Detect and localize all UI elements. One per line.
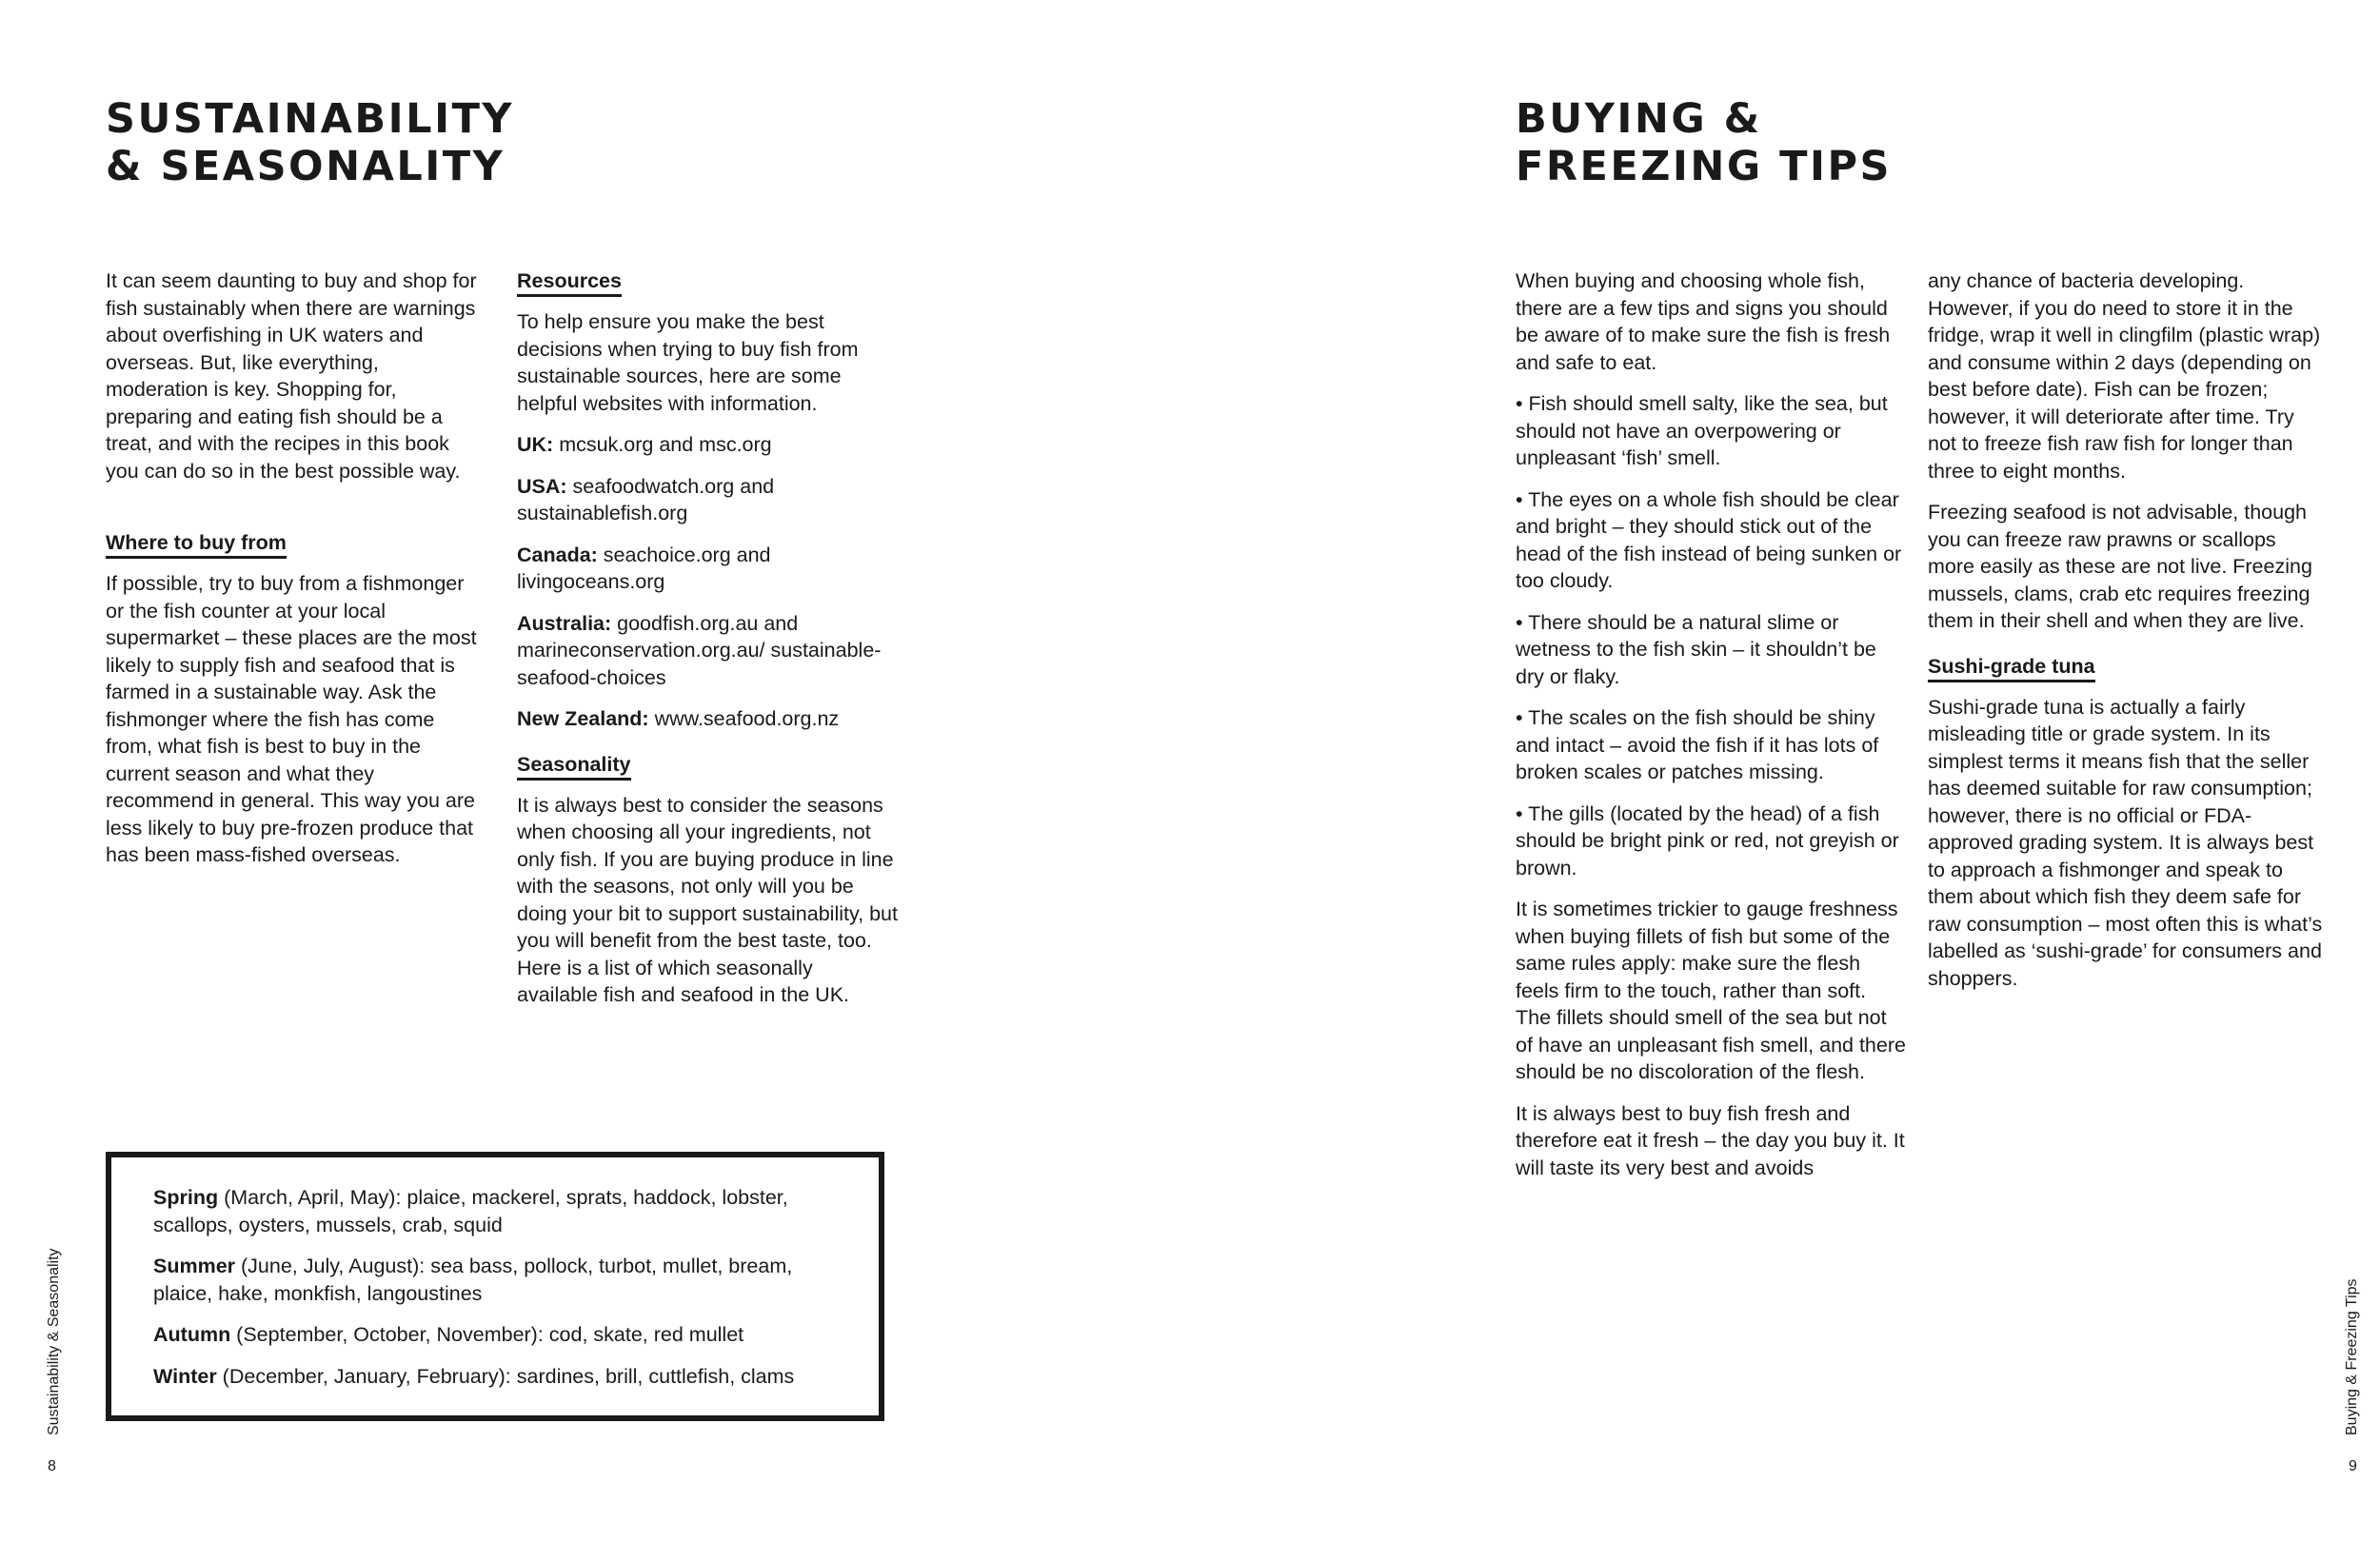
left-title-line-2: & SEASONALITY: [106, 143, 506, 190]
tip-skin: • There should be a natural slime or wetness to the fish skin – it shouldn’t be dry or flaky.: [1516, 610, 1876, 688]
tip-smell: • Fish should smell salty, like the sea, but should not have an overpowering or unpleasant ‘fish’ smell.: [1516, 392, 1888, 469]
resource-item-canada: Canada: seachoice.org and livingoceans.org: [517, 543, 771, 593]
right-column-2: [1928, 267, 2328, 1006]
where-to-buy-heading: Where to buy from: [106, 530, 287, 559]
seasonal-fish-box: [106, 1152, 884, 1421]
left-page-number: 8: [48, 1458, 56, 1474]
tip-gills: • The gills (located by the head) of a fish should be bright pink or red, not greyish or brown.: [1516, 801, 1899, 880]
right-title-line-2: FREEZING TIPS: [1516, 143, 1892, 190]
season-spring: Spring (March, April, May): plaice, mackerel, sprats, haddock, lobster, scallops, oysters, mussels, crab, squid: [153, 1186, 788, 1236]
right-page-title: [1516, 95, 1892, 190]
tip-eyes: • The eyes on a whole fish should be clear and bright – they should stick out of the head of the fish instead of being sunken or too cloudy.: [1516, 487, 1902, 592]
right-running-title: Buying & Freezing Tips: [2344, 1278, 2360, 1435]
buying-intro-paragraph: When buying and choosing whole fish, there are a few tips and signs you should be aware of to make sure the fish is fresh and safe to eat.: [1516, 269, 1891, 374]
fillets-paragraph: It is sometimes trickier to gauge freshness when buying fillets of fish but some of the same rules apply: make sure the flesh feels firm to the touch, rather than soft. The fillets should smell of the sea but not of have an unpleasant fish smell, and there should be no discoloration of the flesh.: [1516, 898, 1906, 1083]
left-page-title: [106, 95, 514, 190]
left-column-1: [106, 267, 486, 883]
sushi-grade-heading: Sushi-grade tuna: [1928, 654, 2095, 682]
resource-item-uk: UK: mcsuk.org and msc.org: [517, 433, 772, 456]
seasonality-heading: Seasonality: [517, 752, 631, 781]
right-page-number: 9: [2349, 1458, 2357, 1474]
resource-item-australia: Australia: goodfish.org.au and marineconservation.org.au/ sustainable-seafood-choices: [517, 611, 882, 689]
resource-item-new-zealand: New Zealand: www.seafood.org.nz: [517, 707, 840, 730]
where-to-buy-paragraph: If possible, try to buy from a fishmonger or the fish counter at your local supermarket – these places are the most likely to supply fish and seafood that is farmed in a sustainable way. Ask the fishmonger where the fish has come from, what fish is best to buy in the current season and what they recommend in general. This way you are less likely to buy pre-frozen produce that has been mass-fished overseas.: [106, 572, 477, 866]
season-summer: Summer (June, July, August): sea bass, pollock, turbot, mullet, bream, plaice, hake, monkfish, langoustines: [153, 1255, 793, 1305]
sushi-grade-paragraph: Sushi-grade tuna is actually a fairly misleading title or grade system. In its simplest terms it means fish that the seller has deemed suitable for raw consumption; however, there is no official or FDA-approved grading system. It is always best to approach a fishmonger and speak to them about which fish they deem safe for raw consumption – most often this is what’s labelled as ‘sushi-grade’ for consumers and shoppers.: [1928, 695, 2323, 990]
resource-item-usa: USA: seafoodwatch.org and sustainablefish.org: [517, 474, 775, 524]
left-title-line-1: SUSTAINABILITY: [106, 95, 515, 143]
right-title-line-1: BUYING &: [1516, 95, 1762, 143]
season-autumn: Autumn (September, October, November): cod, skate, red mullet: [153, 1323, 744, 1346]
freezing-paragraph: Freezing seafood is not advisable, though you can freeze raw prawns or scallops more easily as these are not live. Freezing mussels, clams, crab etc requires freezing them in their shell and when they are live.: [1928, 501, 2312, 632]
season-winter: Winter (December, January, February): sardines, brill, cuttlefish, clams: [153, 1364, 795, 1388]
resources-heading: Resources: [517, 268, 622, 297]
seasonality-paragraph: It is always best to consider the seasons when choosing all your ingredients, not only fish. If you are buying produce in line with the seasons, not only will you be doing your bit to support sustainability, but you will benefit from the best taste, too. Here is a list of which seasonally available fish and seafood in the UK.: [517, 793, 898, 1006]
resources-intro: To help ensure you make the best decisions when trying to buy fish from sustainable sources, here are some helpful websites with information.: [517, 310, 859, 415]
left-column-2: [517, 267, 898, 1023]
storage-paragraph: any chance of bacteria developing. However, if you do need to store it in the fridge, wrap it well in clingfilm (plastic wrap) and consume within 2 days (depending on best before date). Fish can be frozen; however, it will deteriorate after time. Try not to freeze fish raw fish for longer than three to eight months.: [1928, 269, 2321, 483]
fresh-paragraph: It is always best to buy fish fresh and therefore eat it fresh – the day you buy it. It will taste its very best and avoids: [1516, 1101, 1905, 1179]
right-column-1: [1516, 267, 1906, 1196]
tip-scales: • The scales on the fish should be shiny and intact – avoid the fish if it has lots of broken scales or patches missing.: [1516, 706, 1879, 783]
intro-paragraph: It can seem daunting to buy and shop for fish sustainably when there are warnings about overfishing in UK waters and overseas. But, like everything, moderation is key. Shopping for, preparing and eating fish should be a treat, and with the recipes in this book you can do so in the best possible way.: [106, 269, 477, 483]
left-running-title: Sustainability & Seasonality: [46, 1248, 62, 1435]
